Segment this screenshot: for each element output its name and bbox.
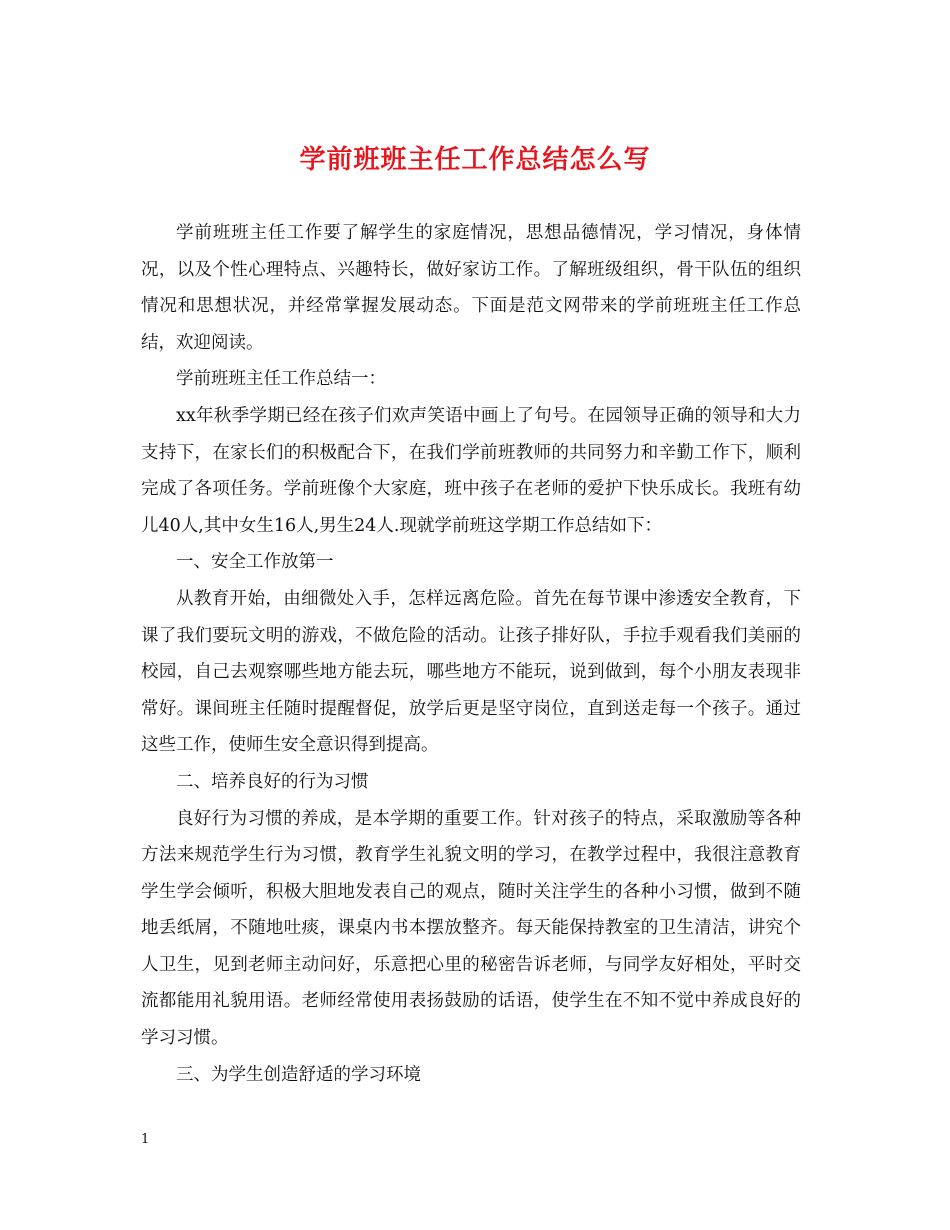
section-heading-environment: 三、为学生创造舒适的学习环境 <box>176 1064 421 1085</box>
paragraph-habits: 良好行为习惯的养成，是本学期的重要工作。针对孩子的特点，采取激励等各种方法来规范学生行为习惯，教育学生礼貌文明的学习，在教学过程中，我很注意教育学生学会倾听，积极大胆地发表自己的观点，随时关注学生的各种小习惯，做到不随地丢纸屑，不随地吐痰，课桌内书本摆放整齐。每天能保持教室的卫生清洁，讲究个人卫生，见到老师主动问好，乐意把心里的秘密告诉老师，与同学友好相处，平时交流都能用礼貌用语。老师经常使用表扬鼓励的话语，使学生在不知不觉中养成良好的学习习惯。 <box>141 808 801 1049</box>
paragraph-safety: 从教育开始，由细微处入手，怎样远离危险。首先在每节课中渗透安全教育，下课了我们要玩文明的游戏，不做危险的活动。让孩子排好队，手拉手观看我们美丽的校园，自己去观察哪些地方能去玩，哪些地方不能玩，说到做到，每个小朋友表现非常好。课间班主任随时提醒督促，放学后更是坚守岗位，直到送走每一个孩子。通过这些工作，使师生安全意识得到提高。 <box>141 588 801 756</box>
paragraph-summary-heading: 学前班班主任工作总结一： <box>176 369 386 390</box>
document-title: 学前班班主任工作总结怎么写 <box>299 145 651 175</box>
paragraph-semester-overview: xx年秋季学期已经在孩子们欢声笑语中画上了句号。在园领导正确的领导和大力支持下，在家长们的积极配合下，在我们学前班教师的共同努力和辛勤工作下，顺利完成了各项任务。学前班像个大家庭，班中孩子在老师的爱护下快乐成长。我班有幼儿40人,其中女生16人,男生24人.现就学前班这学期工作总结如下： <box>141 405 801 536</box>
section-heading-habits: 二、培养良好的行为习惯 <box>176 771 369 792</box>
document-body <box>141 215 801 1093</box>
paragraph-intro: 学前班班主任工作要了解学生的家庭情况，思想品德情况，学习情况，身体情况，以及个性心理特点、兴趣特长，做好家访工作。了解班级组织，骨干队伍的组织情况和思想状况，并经常掌握发展动态。下面是范文网带来的学前班班主任工作总结，欢迎阅读。 <box>141 223 801 353</box>
page-number: 1 <box>141 1132 150 1147</box>
section-heading-safety: 一、安全工作放第一 <box>176 552 334 573</box>
